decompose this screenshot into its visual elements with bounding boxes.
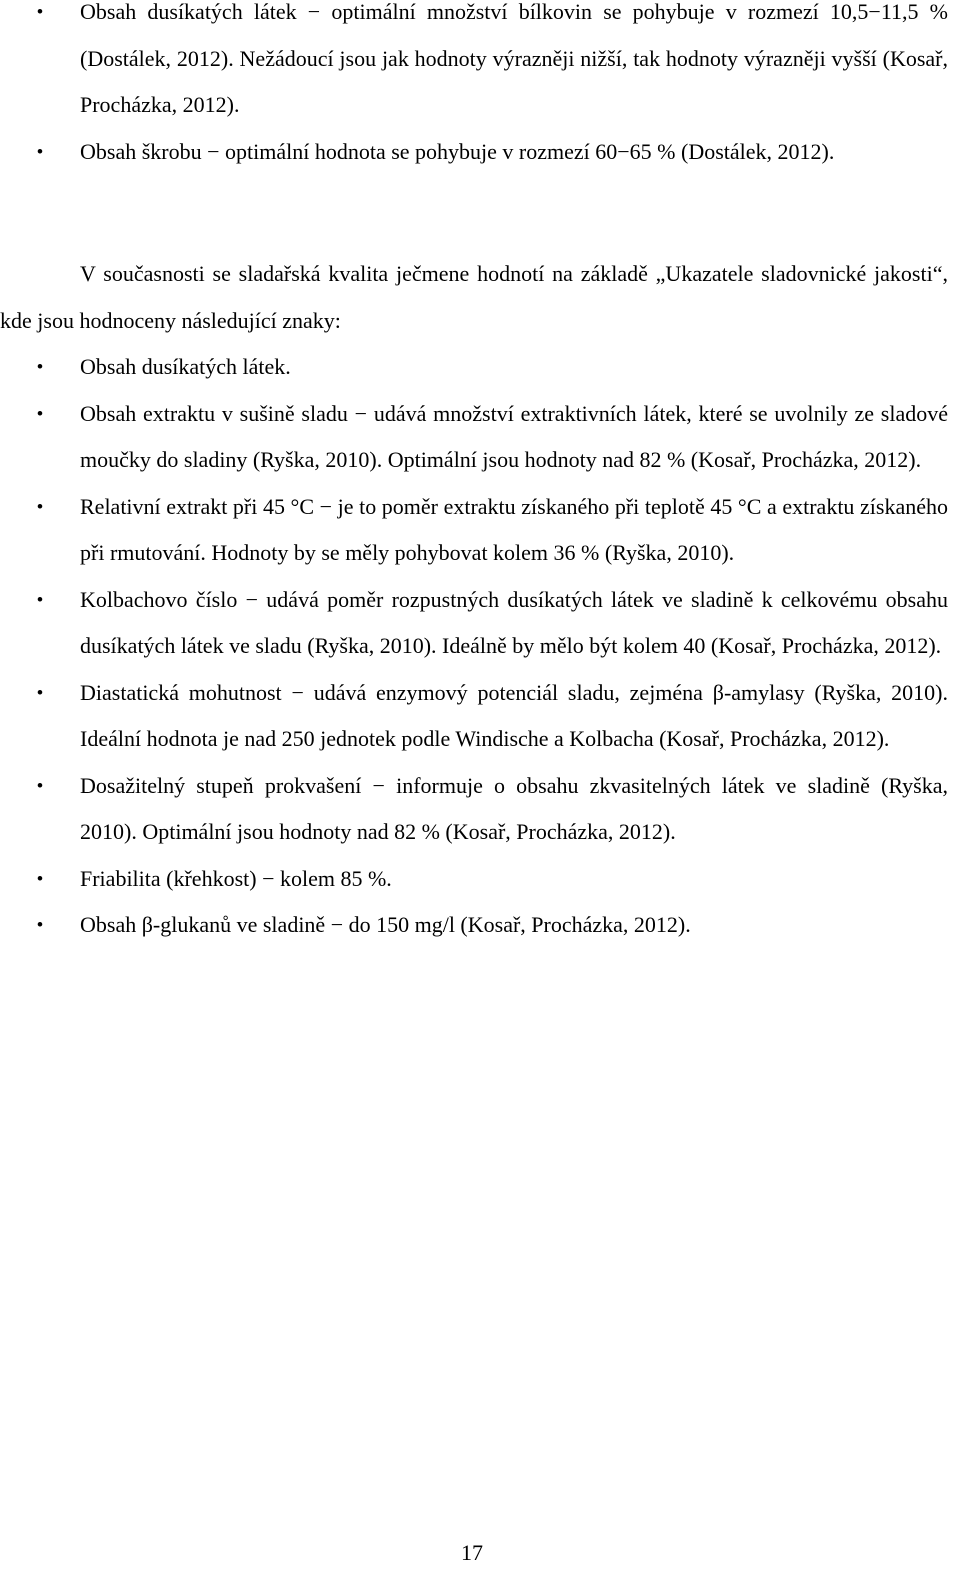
list-item-text: Obsah extraktu v sušině sladu − udává množství extraktivních látek, které se uvolnily ze sladové moučky do sladiny (Ryška, 2010). Optimální jsou hodnoty nad 82 % (Kosař, Procházka, 2012). (80, 400, 948, 472)
list-item (0, 577, 948, 670)
list-item-text: Obsah dusíkatých látek. (80, 354, 291, 379)
list-item-text: Diastatická mohutnost − udává enzymový potenciál sladu, zejména β-amylasy (Ryška, 2010). Ideální hodnota je nad 250 jednotek podle Windische a Kolbacha (Kosař, Procházka, 2012). (80, 679, 948, 751)
bullet-marker: • (37, 403, 43, 423)
bullet-list-quality-indicators (0, 344, 948, 949)
list-item-text: Kolbachovo číslo − udává poměr rozpustných dusíkatých látek ve sladině k celkovému obsahu dusíkatých látek ve sladu (Ryška, 2010). Ideálně by mělo být kolem 40 (Kosař, Procházka, 2012). (80, 586, 948, 658)
bullet-marker: • (37, 682, 43, 702)
list-item (0, 344, 948, 391)
bullet-marker: • (37, 915, 43, 934)
bullet-marker: • (37, 2, 43, 21)
list-item-text: Dosažitelný stupeň prokvašení − informuje o obsahu zkvasitelných látek ve sladině (Ryška, 2010). Optimální jsou hodnoty nad 82 % (Kosař, Procházka, 2012). (80, 772, 948, 844)
list-item-text: Friabilita (křehkost) − kolem 85 %. (80, 865, 392, 891)
bullet-marker: • (37, 357, 43, 376)
bullet-marker: • (37, 141, 43, 161)
list-item (0, 484, 948, 577)
list-item (0, 129, 948, 176)
bullet-marker: • (37, 868, 43, 888)
bullet-list-top (0, 0, 948, 175)
bullet-marker: • (37, 589, 43, 609)
list-item (0, 902, 948, 949)
list-item (0, 670, 948, 763)
list-item (0, 0, 948, 129)
list-item-text: Obsah β-glukanů ve sladině − do 150 mg/l (Kosař, Procházka, 2012). (80, 912, 691, 937)
list-item-text: Obsah škrobu − optimální hodnota se pohybuje v rozmezí 60−65 % (Dostálek, 2012). (80, 138, 835, 164)
list-item (0, 391, 948, 484)
list-item (0, 763, 948, 856)
list-item-text: Obsah dusíkatých látek − optimální množství bílkovin se pohybuje v rozmezí 10,5−11,5 % (Dostálek, 2012). Nežádoucí jsou jak hodnoty výrazněji nižší, tak hodnoty výrazněji vyšší (Kosař, Procházka, 2012). (80, 0, 948, 117)
body-paragraph: V současnosti se sladařská kvalita ječmene hodnotí na základě „Ukazatele sladovnické jakosti“, kde jsou hodnoceny následující znaky: (0, 261, 948, 333)
bullet-marker: • (37, 775, 43, 795)
list-item-text: Relativní extrakt při 45 °C − je to poměr extraktu získaného při teplotě 45 °C a extraktu získaného při rmutování. Hodnoty by se měly pohybovat kolem 36 % (Ryška, 2010). (80, 493, 948, 565)
list-item (0, 856, 948, 903)
page-number (0, 1540, 948, 1566)
page-number-text: 17 (461, 1540, 483, 1565)
bullet-marker: • (37, 496, 43, 516)
